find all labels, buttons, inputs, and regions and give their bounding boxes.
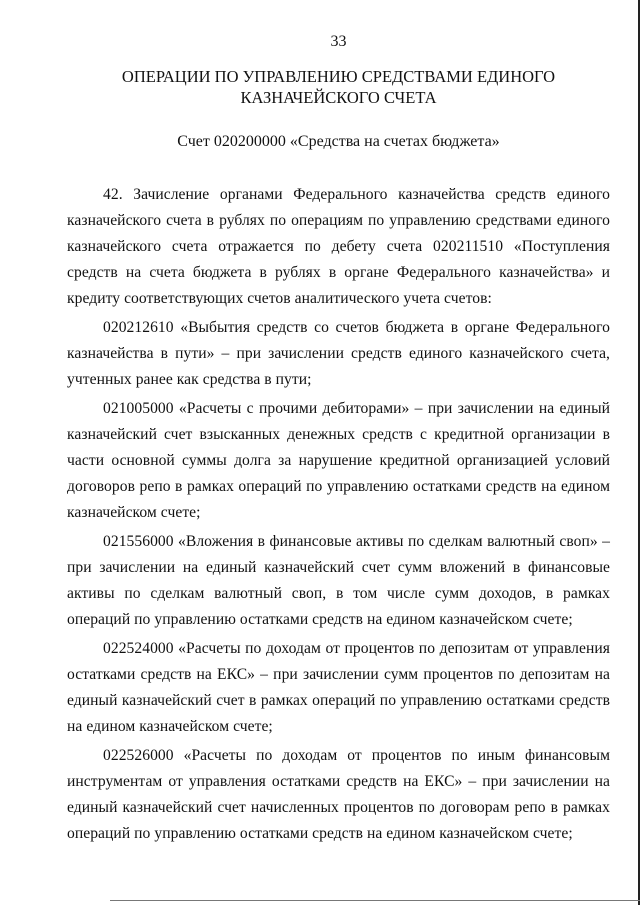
paragraph-021556000: 021556000 «Вложения в финансовые активы по сделкам валютный своп» – при зачислении на единый казначейский счет сумм вложений в финансовые активы по сделкам валютный своп, в том числе сумм доходов, в рамках операций по управлению остатками средств на едином казначейском счете; (67, 533, 610, 628)
account-subtitle: Счет 020200000 «Средства на счетах бюджета» (177, 133, 500, 150)
paragraph-022526000: 022526000 «Расчеты по доходам от процентов по иным финансовым инструментам от управления остатками средств на ЕКС» – при зачислении на единый казначейский счет начисленных процентов по договорам репо в рамках операций по управлению остатками средств на едином казначейском счете; (67, 747, 610, 842)
section-title-line-1: ОПЕРАЦИИ ПО УПРАВЛЕНИЮ СРЕДСТВАМИ ЕДИНОГО (121, 67, 556, 86)
paragraph-021005000: 021005000 «Расчеты с прочими дебиторами» – при зачислении на единый казначейский счет взысканных денежных средств с кредитной организации в части основной суммы долга за нарушение кредитной организацией условий договоров репо в рамках операций по управлению остатками средств на едином казначейском счете; (67, 400, 610, 521)
section-title (67, 66, 610, 108)
section-title-line-2: КАЗНАЧЕЙСКОГО СЧЕТА (240, 88, 437, 107)
page-number: 33 (330, 33, 347, 50)
scan-edge-bottom (110, 900, 640, 901)
paragraph-list (67, 182, 610, 847)
paragraph-022524000: 022524000 «Расчеты по доходам от процентов по депозитам от управления остатками средств на ЕКС» – при зачислении сумм процентов по депозитам на единый казначейский счет в рамках операций по управлению остатками средств на едином казначейском счете; (67, 640, 610, 735)
paragraph-42: 42. Зачисление органами Федерального казначейства средств единого казначейского счета в рублях по операциям по управлению средствами единого казначейского счета отражается по дебету счета 020211510 «Поступления средств на счета бюджета в рублях в органе Федерального казначейства» и кредиту соответствующих счетов аналитического учета счетов: (67, 186, 610, 307)
paragraph-020212610: 020212610 «Выбытия средств со счетов бюджета в органе Федерального казначейства в пути» – при зачислении средств единого казначейского счета, учтенных ранее как средства в пути; (67, 319, 610, 388)
document-page (67, 32, 610, 850)
